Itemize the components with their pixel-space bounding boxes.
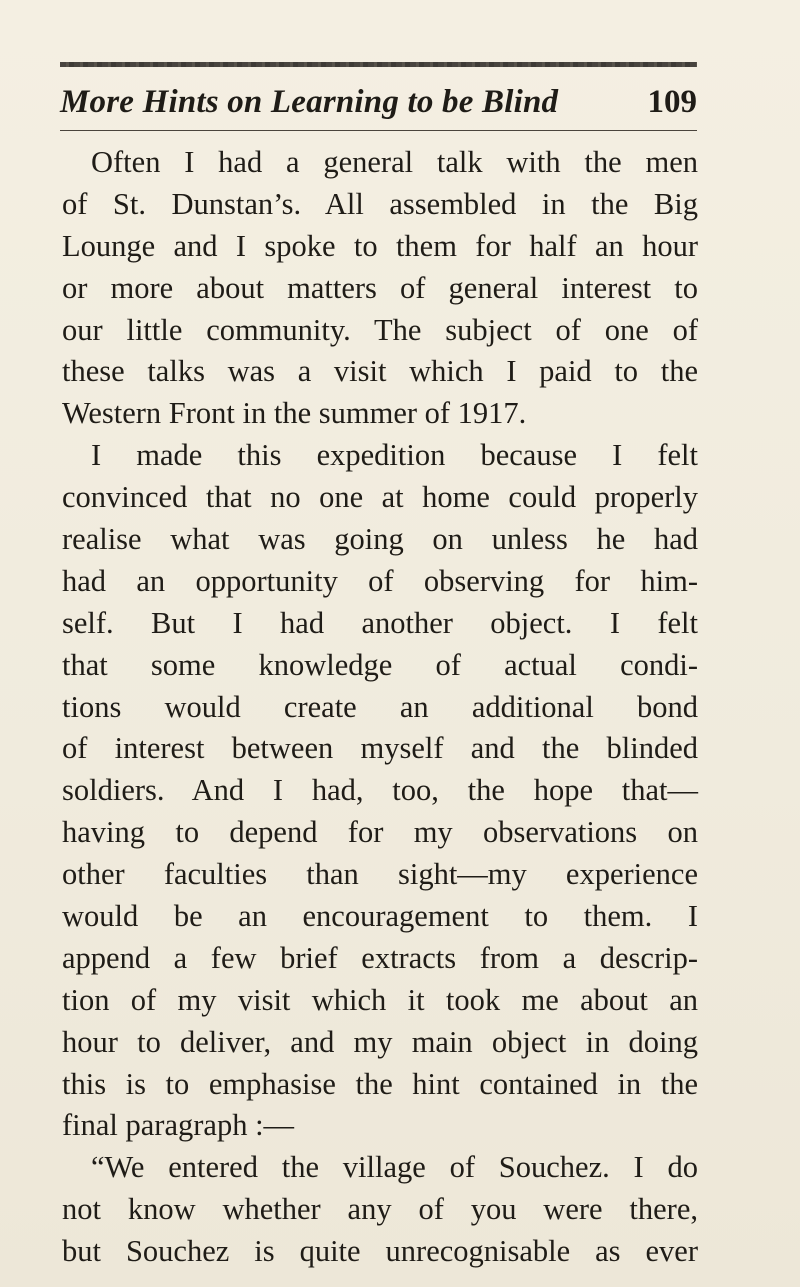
text-line: append a few brief extracts from a descrip-: [62, 940, 698, 975]
text-line: “We entered the village of Souchez. I do: [91, 1150, 698, 1185]
text-line: these talks was a visit which I paid to the: [62, 354, 698, 389]
text-line: tions would create an additional bond: [62, 689, 698, 724]
text-line: I made this expedition because I felt: [91, 438, 698, 473]
text-line: other faculties than sight—my experience: [62, 857, 698, 892]
text-line: this is to emphasise the hint contained in the: [62, 1066, 698, 1101]
top-decorative-rule: [60, 62, 697, 67]
text-line: Often I had a general talk with the men: [91, 145, 698, 179]
body-text: [62, 142, 698, 1273]
text-line: soldiers. And I had, too, the hope that—: [62, 773, 698, 808]
text-line: final paragraph :—: [62, 1108, 295, 1143]
running-head-title: More Hints on Learning to be Blind: [60, 84, 559, 120]
text-line: our little community. The subject of one of: [62, 312, 698, 347]
page-number: 109: [647, 84, 697, 120]
text-line: had an opportunity of observing for him-: [62, 563, 698, 598]
text-line: Western Front in the summer of 1917.: [62, 396, 527, 431]
running-header: [60, 84, 697, 134]
text-line: would be an encouragement to them. I: [62, 899, 698, 934]
text-line: convinced that no one at home could properly: [62, 480, 698, 515]
text-line: of interest between myself and the blinded: [62, 731, 698, 766]
text-line: but Souchez is quite unrecognisable as ever: [62, 1234, 698, 1269]
text-line: of St. Dunstan’s. All assembled in the Big: [62, 186, 698, 221]
text-line: not know whether any of you were there,: [62, 1192, 698, 1227]
text-line: Lounge and I spoke to them for half an hour: [62, 228, 698, 263]
text-line: or more about matters of general interest to: [62, 270, 698, 305]
text-line: realise what was going on unless he had: [62, 522, 698, 557]
text-line: tion of my visit which it took me about an: [62, 982, 698, 1017]
text-line: that some knowledge of actual condi-: [62, 647, 698, 682]
text-line: having to depend for my observations on: [62, 815, 698, 850]
header-rule: [60, 130, 697, 131]
text-line: self. But I had another object. I felt: [62, 605, 698, 640]
text-line: hour to deliver, and my main object in doing: [62, 1024, 698, 1059]
